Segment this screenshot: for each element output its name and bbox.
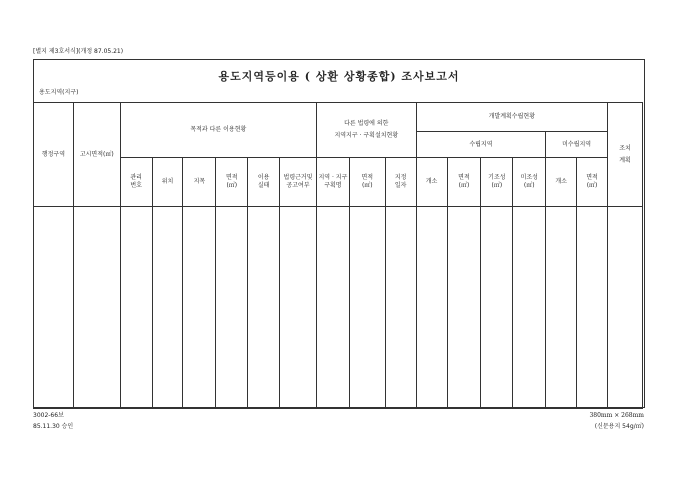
header-notest-area: 면적 (㎡) xyxy=(577,158,608,207)
header-not-established: 미수립지역 xyxy=(546,132,608,158)
report-frame xyxy=(33,59,645,408)
header-other-law-line2: 지역지구 · 구획설치현황 xyxy=(334,132,399,139)
form-code: 3002-66보 xyxy=(33,412,64,419)
header-established: 수립지역 xyxy=(416,132,546,158)
header-remedy xyxy=(608,103,643,207)
header-notice-area: 고시면적(㎡) xyxy=(73,103,120,207)
header-dev-plan: 개발계획수립현황 xyxy=(416,103,607,132)
header-purpose-use: 목적과 다른 이용현황 xyxy=(120,103,316,158)
header-notest-count: 개소 xyxy=(546,158,577,207)
paper-size: 380mm × 268mm xyxy=(589,412,644,419)
header-est-count: 개소 xyxy=(416,158,447,207)
header-designated-date: 지정 일자 xyxy=(385,158,416,207)
table-row xyxy=(34,207,643,409)
header-zone-name: 지역 · 지구 구획명 xyxy=(316,158,349,207)
header-other-law-line1: 다른 법령에 의한 xyxy=(344,120,389,127)
header-use-status: 이용 실태 xyxy=(248,158,280,207)
header-location: 위치 xyxy=(152,158,183,207)
approval-date: 85.11.30 승인 xyxy=(33,423,74,430)
header-land-category: 지목 xyxy=(183,158,216,207)
header-zone-area: 면적 (㎡) xyxy=(349,158,385,207)
report-title: 용도지역등이용 ( 상환 상황종합) 조사보고서 xyxy=(218,70,460,83)
survey-table xyxy=(33,102,643,409)
header-remedy-line1: 조치 xyxy=(619,144,631,152)
header-est-notdone: 미조성 (㎡) xyxy=(513,158,546,207)
form-reference: [별지 제3호서식](개정 87.05.21) xyxy=(33,48,124,55)
paper-type: (신문용지 54g/㎡) xyxy=(594,423,644,430)
header-legal-basis: 법령근거및 공고여부 xyxy=(280,158,317,207)
header-est-done: 기조성 (㎡) xyxy=(481,158,513,207)
header-admin-district: 행정구역 xyxy=(34,103,74,207)
header-mgmt-no: 관리 번호 xyxy=(120,158,152,207)
header-area: 면적 (㎡) xyxy=(216,158,248,207)
header-other-law xyxy=(316,103,416,158)
header-est-area: 면적 (㎡) xyxy=(447,158,481,207)
header-remedy-line2: 계획 xyxy=(619,156,631,164)
zone-subtitle: 용도지역(지구) xyxy=(39,89,79,96)
